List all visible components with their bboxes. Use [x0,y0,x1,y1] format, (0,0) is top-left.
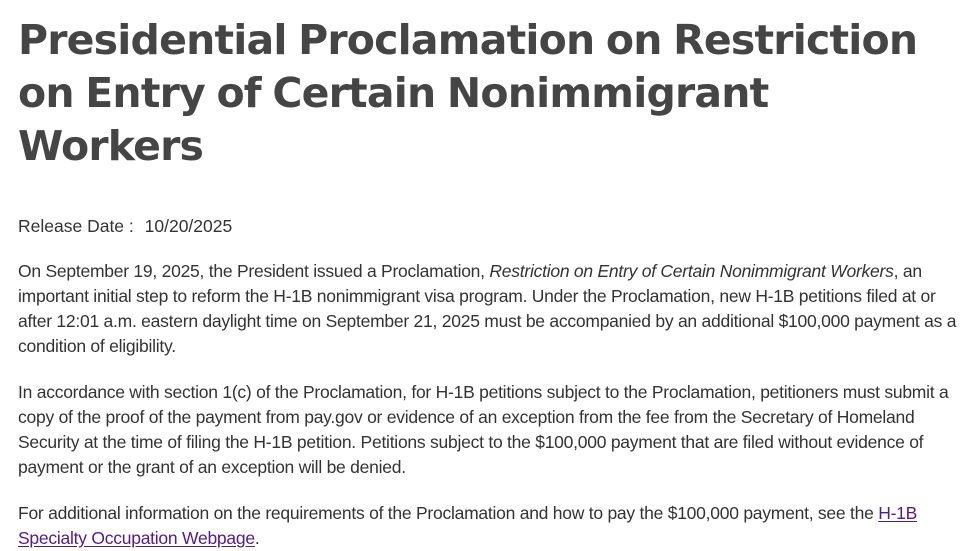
paragraph-proclamation-intro [18,259,957,359]
release-date-value: 10/20/2025 [144,216,233,236]
paragraph-text: On September 19, 2025, the President issued a Proclamation, [18,261,490,281]
paragraph-text: , an important initial step to reform the H-1B nonimmigrant visa program. Under the Proclamation, new H-1B petitions filed at or after 12:01 a.m. eastern daylight time on September 21, 2025 must be accompanied by an additional $100,000 payment as a condition of eligibility. [18,261,957,356]
paragraph-text: For additional information on the requirements of the Proclamation and how to pay the $100,000 payment, see the [18,503,879,523]
paragraph-text: . [254,528,260,548]
paragraph-payment-requirement [18,380,957,480]
release-date-line [18,214,957,238]
page-title: Presidential Proclamation on Restriction on Entry of Certain Nonimmigrant Workers [18,16,918,170]
h1b-specialty-occupation-link[interactable]: H-1B Specialty Occupation Webpage [18,503,918,548]
release-date-label: Release Date : [18,216,134,236]
paragraph-additional-info [18,501,957,551]
proclamation-title-italic: Restriction on Entry of Certain Nonimmigrant Workers [489,261,894,281]
paragraph-text: In accordance with section 1(c) of the Proclamation, for H-1B petitions subject to the Proclamation, petitioners must submit a copy of the proof of the payment from pay.gov or evidence of an exception from the fee from the Secretary of Homeland Security at the time of filing the H-1B petition. Petitions subject to the $100,000 payment that are filed without evidence of payment or the grant of an exception will be denied. [18,382,949,477]
